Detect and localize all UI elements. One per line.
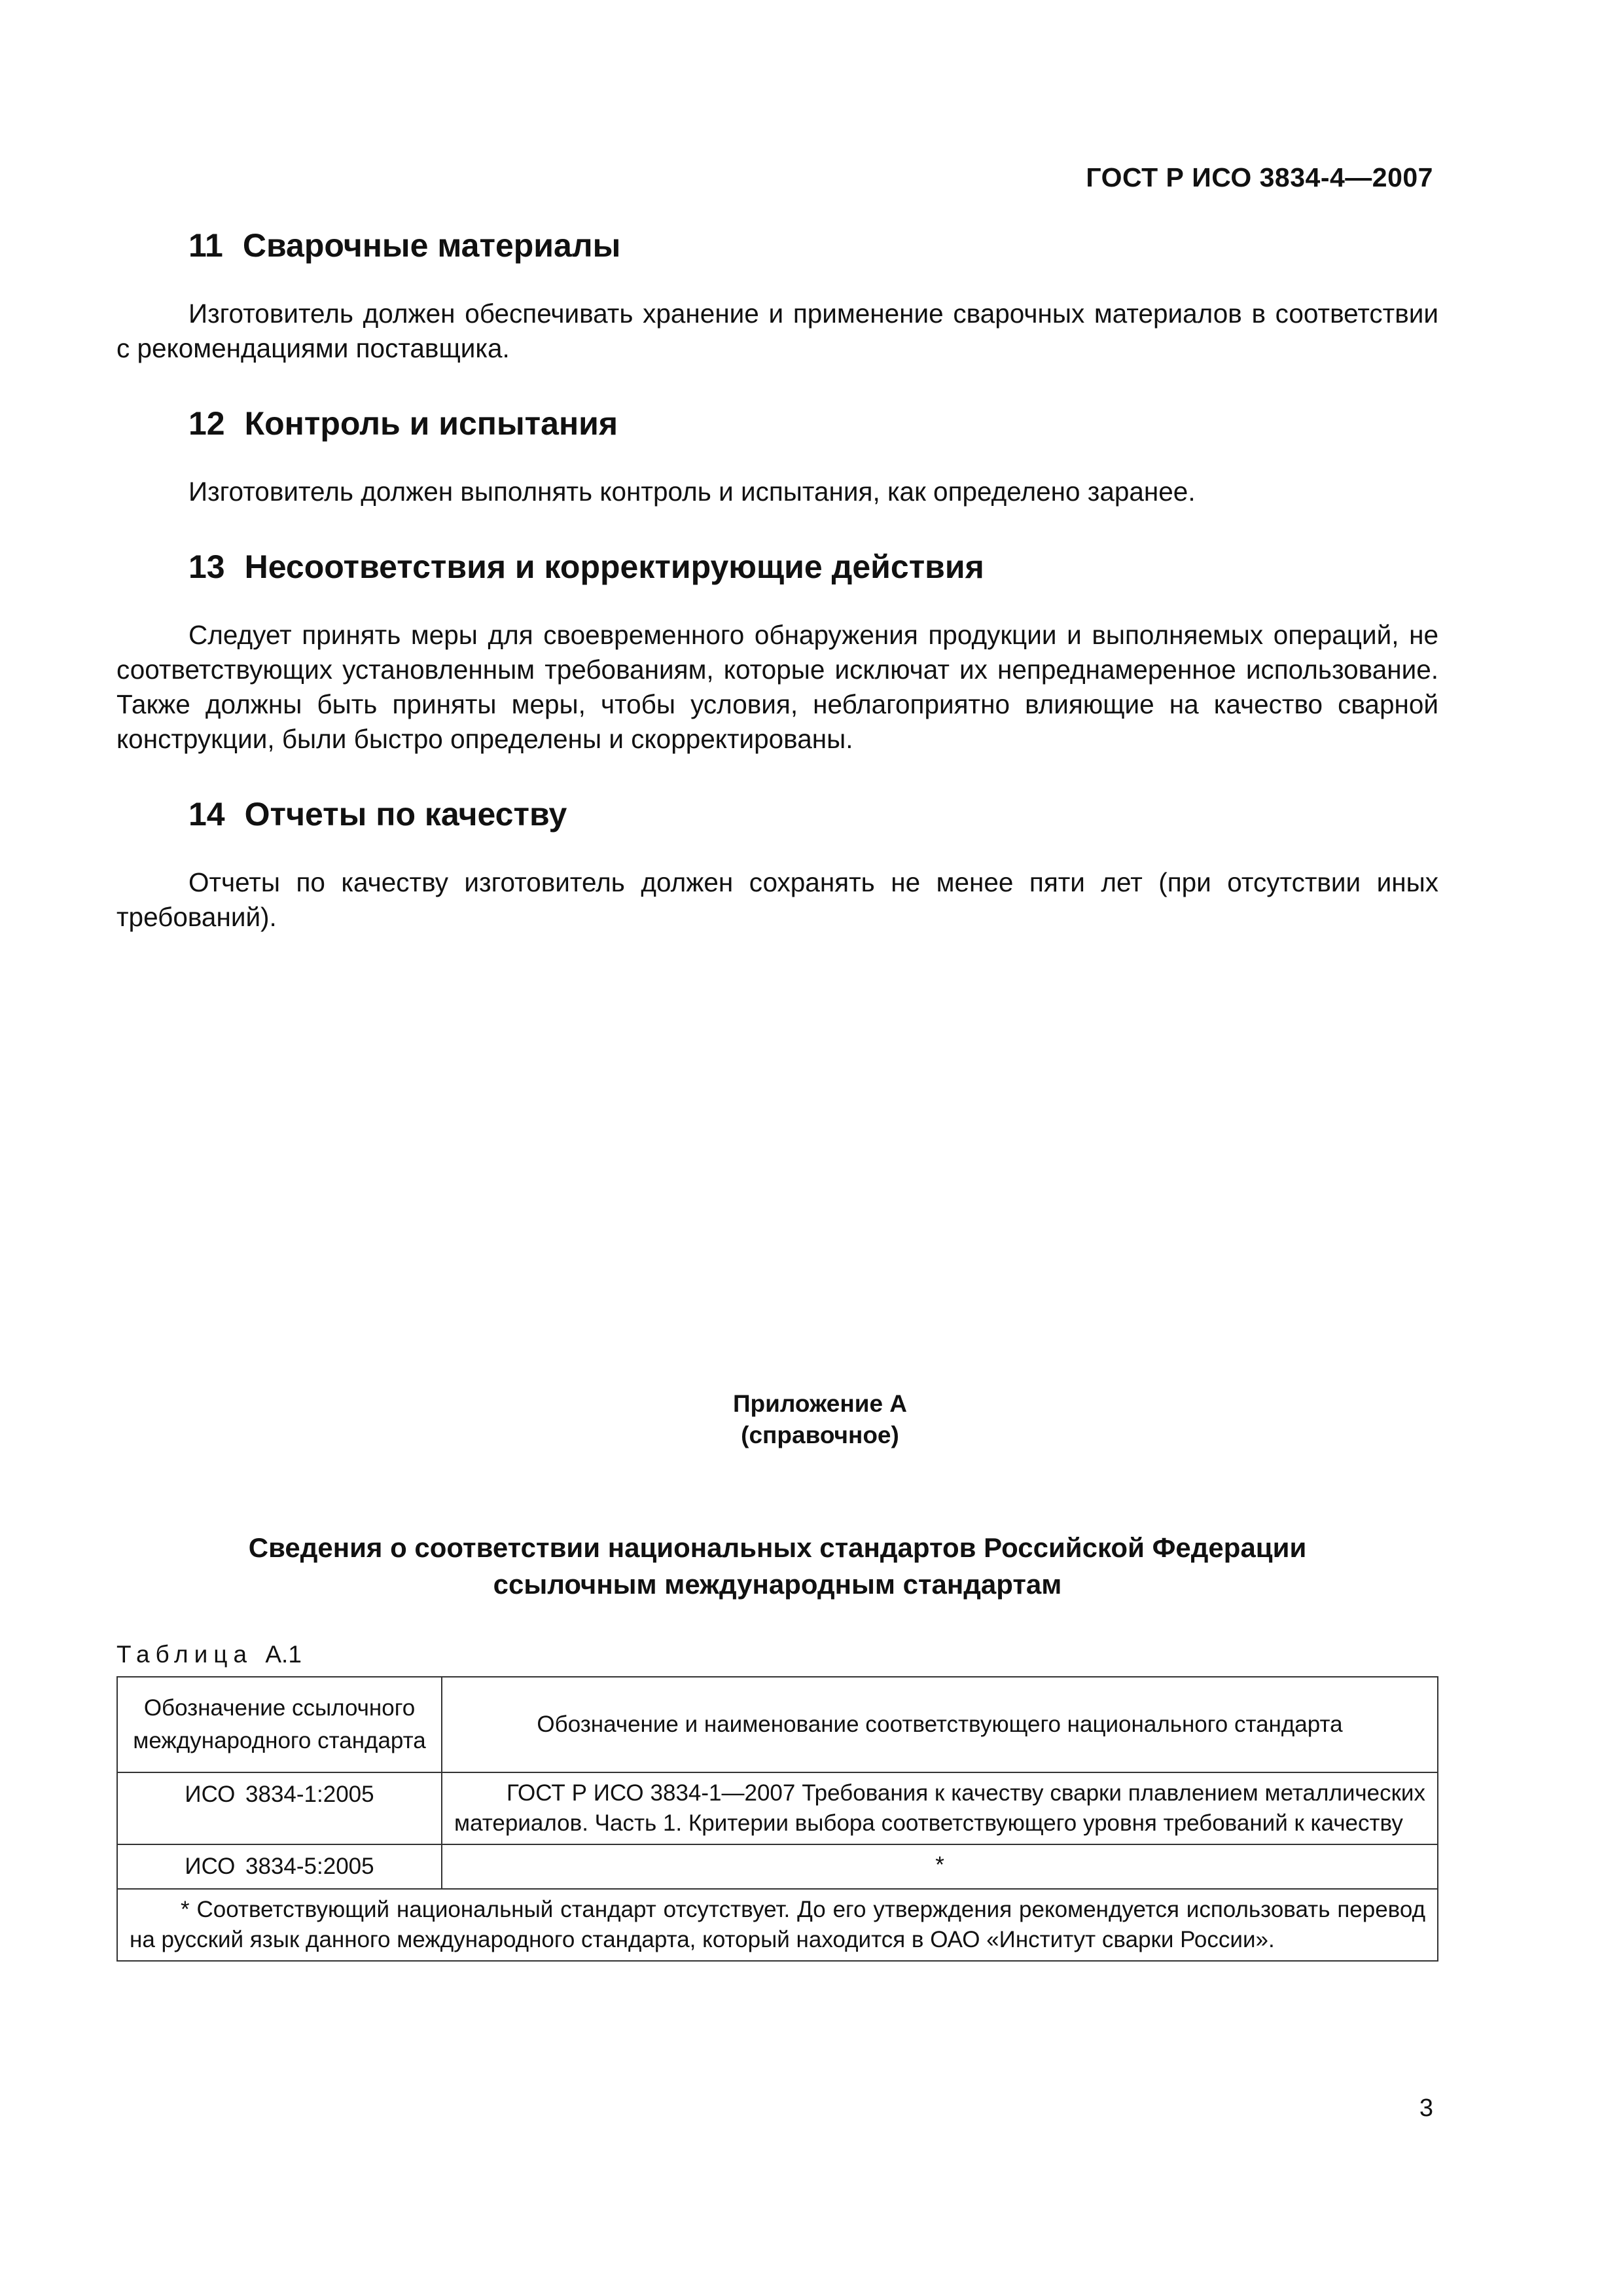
document-code-header: ГОСТ Р ИСО 3834-4—2007 [1086,162,1433,192]
section-14-text: Отчеты по качеству изготовитель должен сохранять не менее пяти лет (при отсутствии иных требований). [116,867,1438,932]
table-cell-name: * [442,1844,1438,1889]
table-caption-word: Таблица [116,1641,253,1668]
appendix-type: (справочное) [741,1422,899,1448]
section-13-heading [188,547,1438,586]
table-row [117,1772,1438,1844]
page-number: 3 [1419,2094,1433,2122]
section-13-text: Следует принять меры для своевременного обнаружения продукции и выполняемых операций, не соответствующих установленным требованиям, которые исключат их непреднамеренное использование. Также должны быть приняты меры, чтобы условия, неблагоприятно влияющие на качество сварной конструкции, были быстро определены и скорректированы. [116,620,1438,754]
appendix-label: Приложение А [732,1390,908,1417]
section-number: 11 [188,227,223,264]
table-cell-code: ИСО 3834-5:2005 [117,1844,442,1889]
section-12-heading [188,404,1438,443]
section-14-heading [188,795,1438,834]
table-header-cell: Обозначение ссылочного международного стандарта [117,1677,442,1772]
section-title: Сварочные материалы [242,227,621,264]
appendix-title-line-2: ссылочным международным стандартам [493,1569,1062,1600]
standards-correspondence-table [116,1676,1438,1962]
section-title: Контроль и испытания [244,405,618,442]
blank-space [116,973,1438,1388]
page-content [116,226,1438,1962]
section-12-text: Изготовитель должен выполнять контроль и испытания, как определено заранее. [188,476,1196,507]
table-cell-name: ГОСТ Р ИСО 3834-1—2007 Требования к качеству сварки плавлением металлических материалов. Часть 1. Критерии выбора соответствующего уровня требований к качеству [442,1772,1438,1844]
section-11-heading [188,226,1438,265]
table-caption-number: А.1 [265,1641,302,1668]
table-header-row [117,1677,1438,1772]
section-11-text: Изготовитель должен обеспечивать хранение и применение сварочных материалов в соответствии с рекомендациями поставщика. [116,298,1438,363]
table-header-cell: Обозначение и наименование соответствующего национального стандарта [442,1677,1438,1772]
section-title: Несоответствия и корректирующие действия [244,548,984,585]
table-cell-code: ИСО 3834-1:2005 [117,1772,442,1844]
table-row [117,1844,1438,1889]
section-number: 13 [188,548,225,585]
section-number: 14 [188,796,225,833]
appendix-title [116,1530,1438,1603]
appendix-title-line-1: Сведения о соответствии национальных стандартов Российской Федерации [248,1532,1307,1563]
table-caption [116,1641,1438,1668]
section-title: Отчеты по качеству [244,796,567,833]
table-footnote-row [117,1889,1438,1961]
section-number: 12 [188,405,225,442]
table-footnote: * Соответствующий национальный стандарт отсутствует. До его утверждения рекомендуется использовать перевод на русский язык данного международного стандарта, который находится в ОАО «Институт сварки России». [117,1889,1438,1961]
